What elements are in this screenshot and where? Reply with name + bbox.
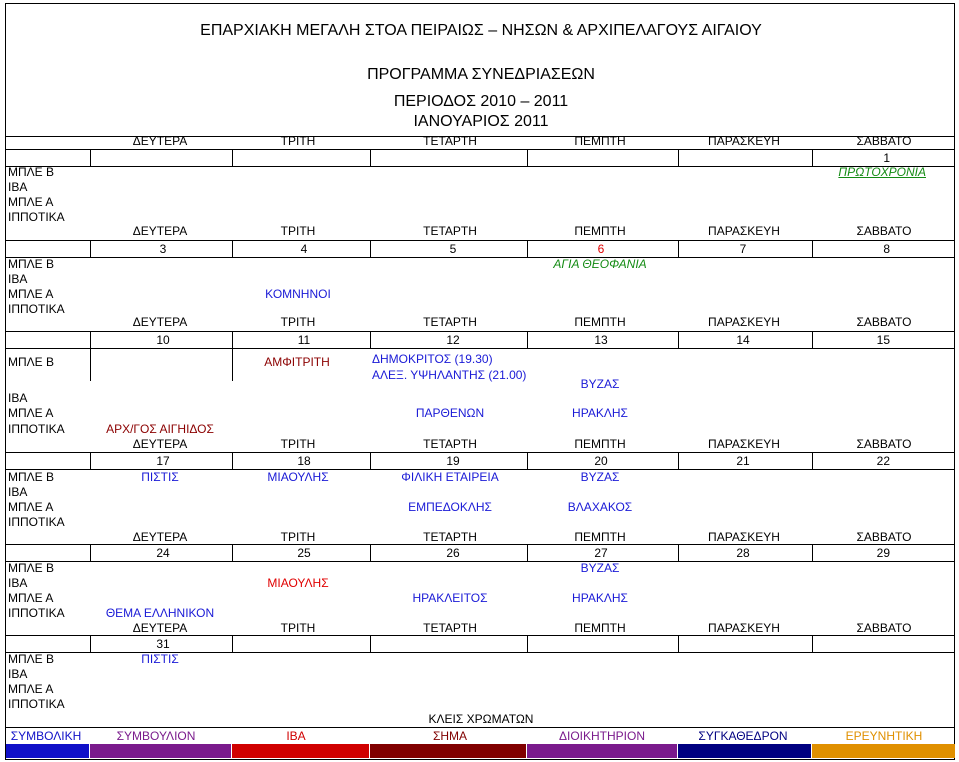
event: ΗΡΑΚΛΗΣ: [572, 406, 628, 420]
event: ΔΗΜΟΚΡΙΤΟΣ (19.30): [372, 352, 493, 366]
column-divider: [232, 544, 233, 561]
column-divider: [527, 331, 528, 348]
date-cell: 24: [156, 546, 170, 560]
column-divider: [232, 149, 233, 166]
row-label: ΜΠΛΕ Α: [8, 682, 54, 696]
event: ΦΙΛΙΚΗ ΕΤΑΙΡΕΙΑ: [401, 470, 499, 484]
legend-label: ΔΙΟΙΚΗΤΗΡΙΟΝ: [558, 729, 646, 743]
legend-label: ΣΥΜΒΟΛΙΚΗ: [10, 729, 82, 743]
event: ΑΛΕΞ. ΥΨΗΛΑΝΤΗΣ (21.00): [372, 368, 527, 382]
column-divider: [370, 452, 371, 469]
column-divider: [370, 240, 371, 257]
row-label: ΜΠΛΕ Α: [8, 406, 54, 420]
date-cell: 11: [297, 333, 311, 347]
day-header: ΠΕΜΠΤΗ: [574, 437, 626, 451]
row-label: ΜΠΛΕ Α: [8, 591, 54, 605]
column-divider: [370, 149, 371, 166]
column-divider: [90, 544, 91, 561]
row-divider: [6, 561, 954, 562]
day-header: ΤΡΙΤΗ: [280, 437, 316, 451]
event: ΘΕΜΑ ΕΛΛΗΝΙΚΟΝ: [105, 606, 215, 620]
event: ΑΜΦΙΤΡΙΤΗ: [264, 355, 330, 369]
date-cell: 5: [449, 242, 457, 256]
row-label: ΙΠΠΟΤΙΚΑ: [8, 210, 65, 224]
day-header: ΠΕΜΠΤΗ: [574, 530, 626, 544]
event: ΠΙΣΤΙΣ: [141, 652, 179, 666]
date-cell: 1: [883, 151, 890, 165]
legend-swatch: [90, 744, 231, 758]
row-divider: [6, 257, 954, 258]
column-divider: [90, 240, 91, 257]
event: ΒΥΖΑΣ: [580, 377, 620, 391]
column-divider: [90, 452, 91, 469]
day-header: ΔΕΥΤΕΡΑ: [132, 224, 188, 238]
day-header: ΣΑΒΒΑΤΟ: [856, 437, 912, 451]
row-label: ΜΠΛΕ Β: [8, 470, 55, 484]
day-header: ΠΕΜΠΤΗ: [574, 224, 626, 238]
row-label: ΙΒΑ: [8, 485, 28, 499]
day-header: ΔΕΥΤΕΡΑ: [132, 437, 188, 451]
column-divider: [812, 240, 813, 257]
row-label: ΜΠΛΕ Α: [8, 500, 54, 514]
column-divider: [232, 348, 233, 381]
row-divider: [6, 348, 954, 349]
date-cell: 4: [300, 242, 308, 256]
month-title: ΙΑΝΟΥΑΡΙΟΣ 2011: [413, 113, 549, 130]
legend-swatch: [527, 744, 677, 758]
column-divider: [812, 149, 813, 166]
day-header: ΤΕΤΑΡΤΗ: [423, 437, 477, 451]
row-label: ΙΒΑ: [8, 180, 28, 194]
column-divider: [812, 544, 813, 561]
row-label: ΜΠΛΕ Α: [8, 195, 54, 209]
row-label: ΜΠΛΕ Β: [8, 165, 55, 179]
column-divider: [90, 149, 91, 166]
event: ΠΑΡΘΕΝΩΝ: [415, 406, 485, 420]
day-header: ΣΑΒΒΑΤΟ: [856, 621, 912, 635]
day-header: ΠΑΡΑΣΚΕΥΗ: [708, 621, 780, 635]
date-cell: 27: [594, 546, 608, 560]
row-label: ΜΠΛΕ Β: [8, 561, 55, 575]
event: ΚΟΜΝΗΝΟΙ: [265, 287, 331, 301]
column-divider: [90, 331, 91, 348]
day-header: ΠΕΜΠΤΗ: [574, 621, 626, 635]
column-divider: [527, 240, 528, 257]
day-header: ΤΕΤΑΡΤΗ: [423, 315, 477, 329]
day-header: ΤΕΤΑΡΤΗ: [423, 530, 477, 544]
date-cell: 18: [297, 454, 311, 468]
event: ΒΥΖΑΣ: [580, 561, 620, 575]
date-cell: 25: [297, 546, 311, 560]
row-label: ΙΒΑ: [8, 667, 28, 681]
column-divider: [527, 452, 528, 469]
row-label: ΜΠΛΕ Β: [8, 652, 55, 666]
event: ΗΡΑΚΛΕΙΤΟΣ: [412, 591, 488, 605]
date-cell: 21: [736, 454, 750, 468]
date-cell: 8: [883, 242, 890, 256]
legend-swatch: [6, 744, 89, 758]
legend-swatch: [232, 744, 369, 758]
column-divider: [232, 331, 233, 348]
date-cell: 14: [736, 333, 750, 347]
column-divider: [812, 452, 813, 469]
day-header: ΤΕΤΑΡΤΗ: [423, 224, 477, 238]
row-label: ΜΠΛΕ Β: [8, 355, 55, 369]
day-header: ΤΡΙΤΗ: [280, 315, 316, 329]
lodge-title: ΕΠΑΡΧΙΑΚΗ ΜΕΓΑΛΗ ΣΤΟΑ ΠΕΙΡΑΙΩΣ – ΝΗΣΩΝ & ΑΡΧΙΠΕΛΑΓΟΥΣ ΑΙΓΑΙΟΥ: [200, 22, 762, 39]
column-divider: [678, 240, 679, 257]
day-header: ΤΡΙΤΗ: [280, 224, 316, 238]
date-cell: 26: [446, 546, 460, 560]
period-title: ΠΕΡΙΟΔΟΣ 2010 – 2011: [393, 93, 569, 110]
day-header: ΠΑΡΑΣΚΕΥΗ: [708, 530, 780, 544]
column-divider: [812, 635, 813, 652]
date-cell: 10: [156, 333, 170, 347]
event: ΒΥΖΑΣ: [580, 470, 620, 484]
column-divider: [678, 635, 679, 652]
day-header: ΣΑΒΒΑΤΟ: [856, 224, 912, 238]
date-cell: 19: [446, 454, 460, 468]
date-cell: 17: [156, 454, 170, 468]
day-header: ΠΑΡΑΣΚΕΥΗ: [708, 437, 780, 451]
day-header: ΣΑΒΒΑΤΟ: [856, 134, 912, 148]
column-divider: [678, 544, 679, 561]
row-label: ΙΒΑ: [8, 272, 28, 286]
column-divider: [370, 331, 371, 348]
column-divider: [527, 635, 528, 652]
row-divider: [6, 166, 954, 167]
event: ΑΡΧ/ΓΟΣ ΑΙΓΗΙΔΟΣ: [106, 422, 214, 436]
program-title: ΠΡΟΓΡΑΜΜΑ ΣΥΝΕΔΡΙΑΣΕΩΝ: [367, 66, 595, 83]
date-cell: 28: [736, 546, 750, 560]
legend-divider: [6, 727, 954, 728]
date-cell: 20: [594, 454, 608, 468]
legend-label: ΕΡΕΥΝΗΤΙΚΗ: [845, 729, 923, 743]
column-divider: [678, 331, 679, 348]
date-cell: 22: [876, 454, 890, 468]
date-cell: 15: [876, 333, 890, 347]
row-label: ΜΠΛΕ Β: [8, 257, 55, 271]
date-cell: 7: [739, 242, 747, 256]
column-divider: [232, 240, 233, 257]
date-cell: 6: [597, 242, 605, 256]
day-header: ΣΑΒΒΑΤΟ: [856, 530, 912, 544]
date-cell: 12: [446, 333, 460, 347]
row-label: ΙΠΠΟΤΙΚΑ: [8, 606, 65, 620]
column-divider: [370, 544, 371, 561]
column-divider: [232, 452, 233, 469]
row-label: ΙΒΑ: [8, 391, 28, 405]
row-label: ΙΠΠΟΤΙΚΑ: [8, 697, 65, 711]
date-cell: 3: [159, 242, 167, 256]
legend-swatch: [370, 744, 526, 758]
legend-swatch: [812, 744, 955, 758]
row-label: ΙΠΠΟΤΙΚΑ: [8, 422, 65, 436]
column-divider: [812, 331, 813, 348]
row-label: ΙΠΠΟΤΙΚΑ: [8, 302, 65, 316]
column-divider: [678, 452, 679, 469]
legend-title: ΚΛΕΙΣ ΧΡΩΜΑΤΩΝ: [428, 712, 534, 726]
day-header: ΠΑΡΑΣΚΕΥΗ: [708, 315, 780, 329]
event: ΠΙΣΤΙΣ: [141, 470, 179, 484]
legend-swatch: [678, 744, 811, 758]
day-header: ΠΑΡΑΣΚΕΥΗ: [708, 134, 780, 148]
column-divider: [232, 635, 233, 652]
event: ΑΓΙΑ ΘΕΟΦΑΝΙΑ: [553, 257, 647, 271]
column-divider: [678, 149, 679, 166]
day-header: ΔΕΥΤΕΡΑ: [132, 530, 188, 544]
row-label: ΙΒΑ: [8, 576, 28, 590]
column-divider: [370, 635, 371, 652]
day-header: ΤΡΙΤΗ: [280, 530, 316, 544]
day-header: ΠΕΜΠΤΗ: [574, 134, 626, 148]
day-header: ΤΕΤΑΡΤΗ: [423, 621, 477, 635]
legend-label: ΙΒΑ: [286, 729, 306, 743]
day-header: ΔΕΥΤΕΡΑ: [132, 134, 188, 148]
column-divider: [90, 348, 91, 381]
date-cell: 31: [156, 637, 170, 651]
day-header: ΠΕΜΠΤΗ: [574, 315, 626, 329]
event: ΒΛΑΧΑΚΟΣ: [567, 500, 633, 514]
row-label: ΙΠΠΟΤΙΚΑ: [8, 515, 65, 529]
day-header: ΔΕΥΤΕΡΑ: [132, 315, 188, 329]
event: ΜΙΑΟΥΛΗΣ: [267, 470, 329, 484]
column-divider: [527, 544, 528, 561]
day-header: ΠΑΡΑΣΚΕΥΗ: [708, 224, 780, 238]
legend-label: ΣΥΜΒΟΥΛΙΟΝ: [116, 729, 196, 743]
event: ΕΜΠΕΔΟΚΛΗΣ: [408, 500, 492, 514]
day-header: ΤΡΙΤΗ: [280, 621, 316, 635]
legend-label: ΣΗΜΑ: [432, 729, 468, 743]
day-header: ΤΡΙΤΗ: [280, 134, 316, 148]
date-cell: 13: [594, 333, 608, 347]
day-header: ΔΕΥΤΕΡΑ: [132, 621, 188, 635]
column-divider: [90, 635, 91, 652]
event: ΠΡΩΤΟΧΡΟΝΙΑ: [838, 165, 926, 179]
event: ΗΡΑΚΛΗΣ: [572, 591, 628, 605]
legend-label: ΣΥΓΚΑΘΕΔΡΟΝ: [698, 729, 788, 743]
column-divider: [527, 149, 528, 166]
date-cell: 29: [876, 546, 890, 560]
row-label: ΜΠΛΕ Α: [8, 287, 54, 301]
day-header: ΤΕΤΑΡΤΗ: [423, 134, 477, 148]
event: ΜΙΑΟΥΛΗΣ: [267, 576, 329, 590]
day-header: ΣΑΒΒΑΤΟ: [856, 315, 912, 329]
